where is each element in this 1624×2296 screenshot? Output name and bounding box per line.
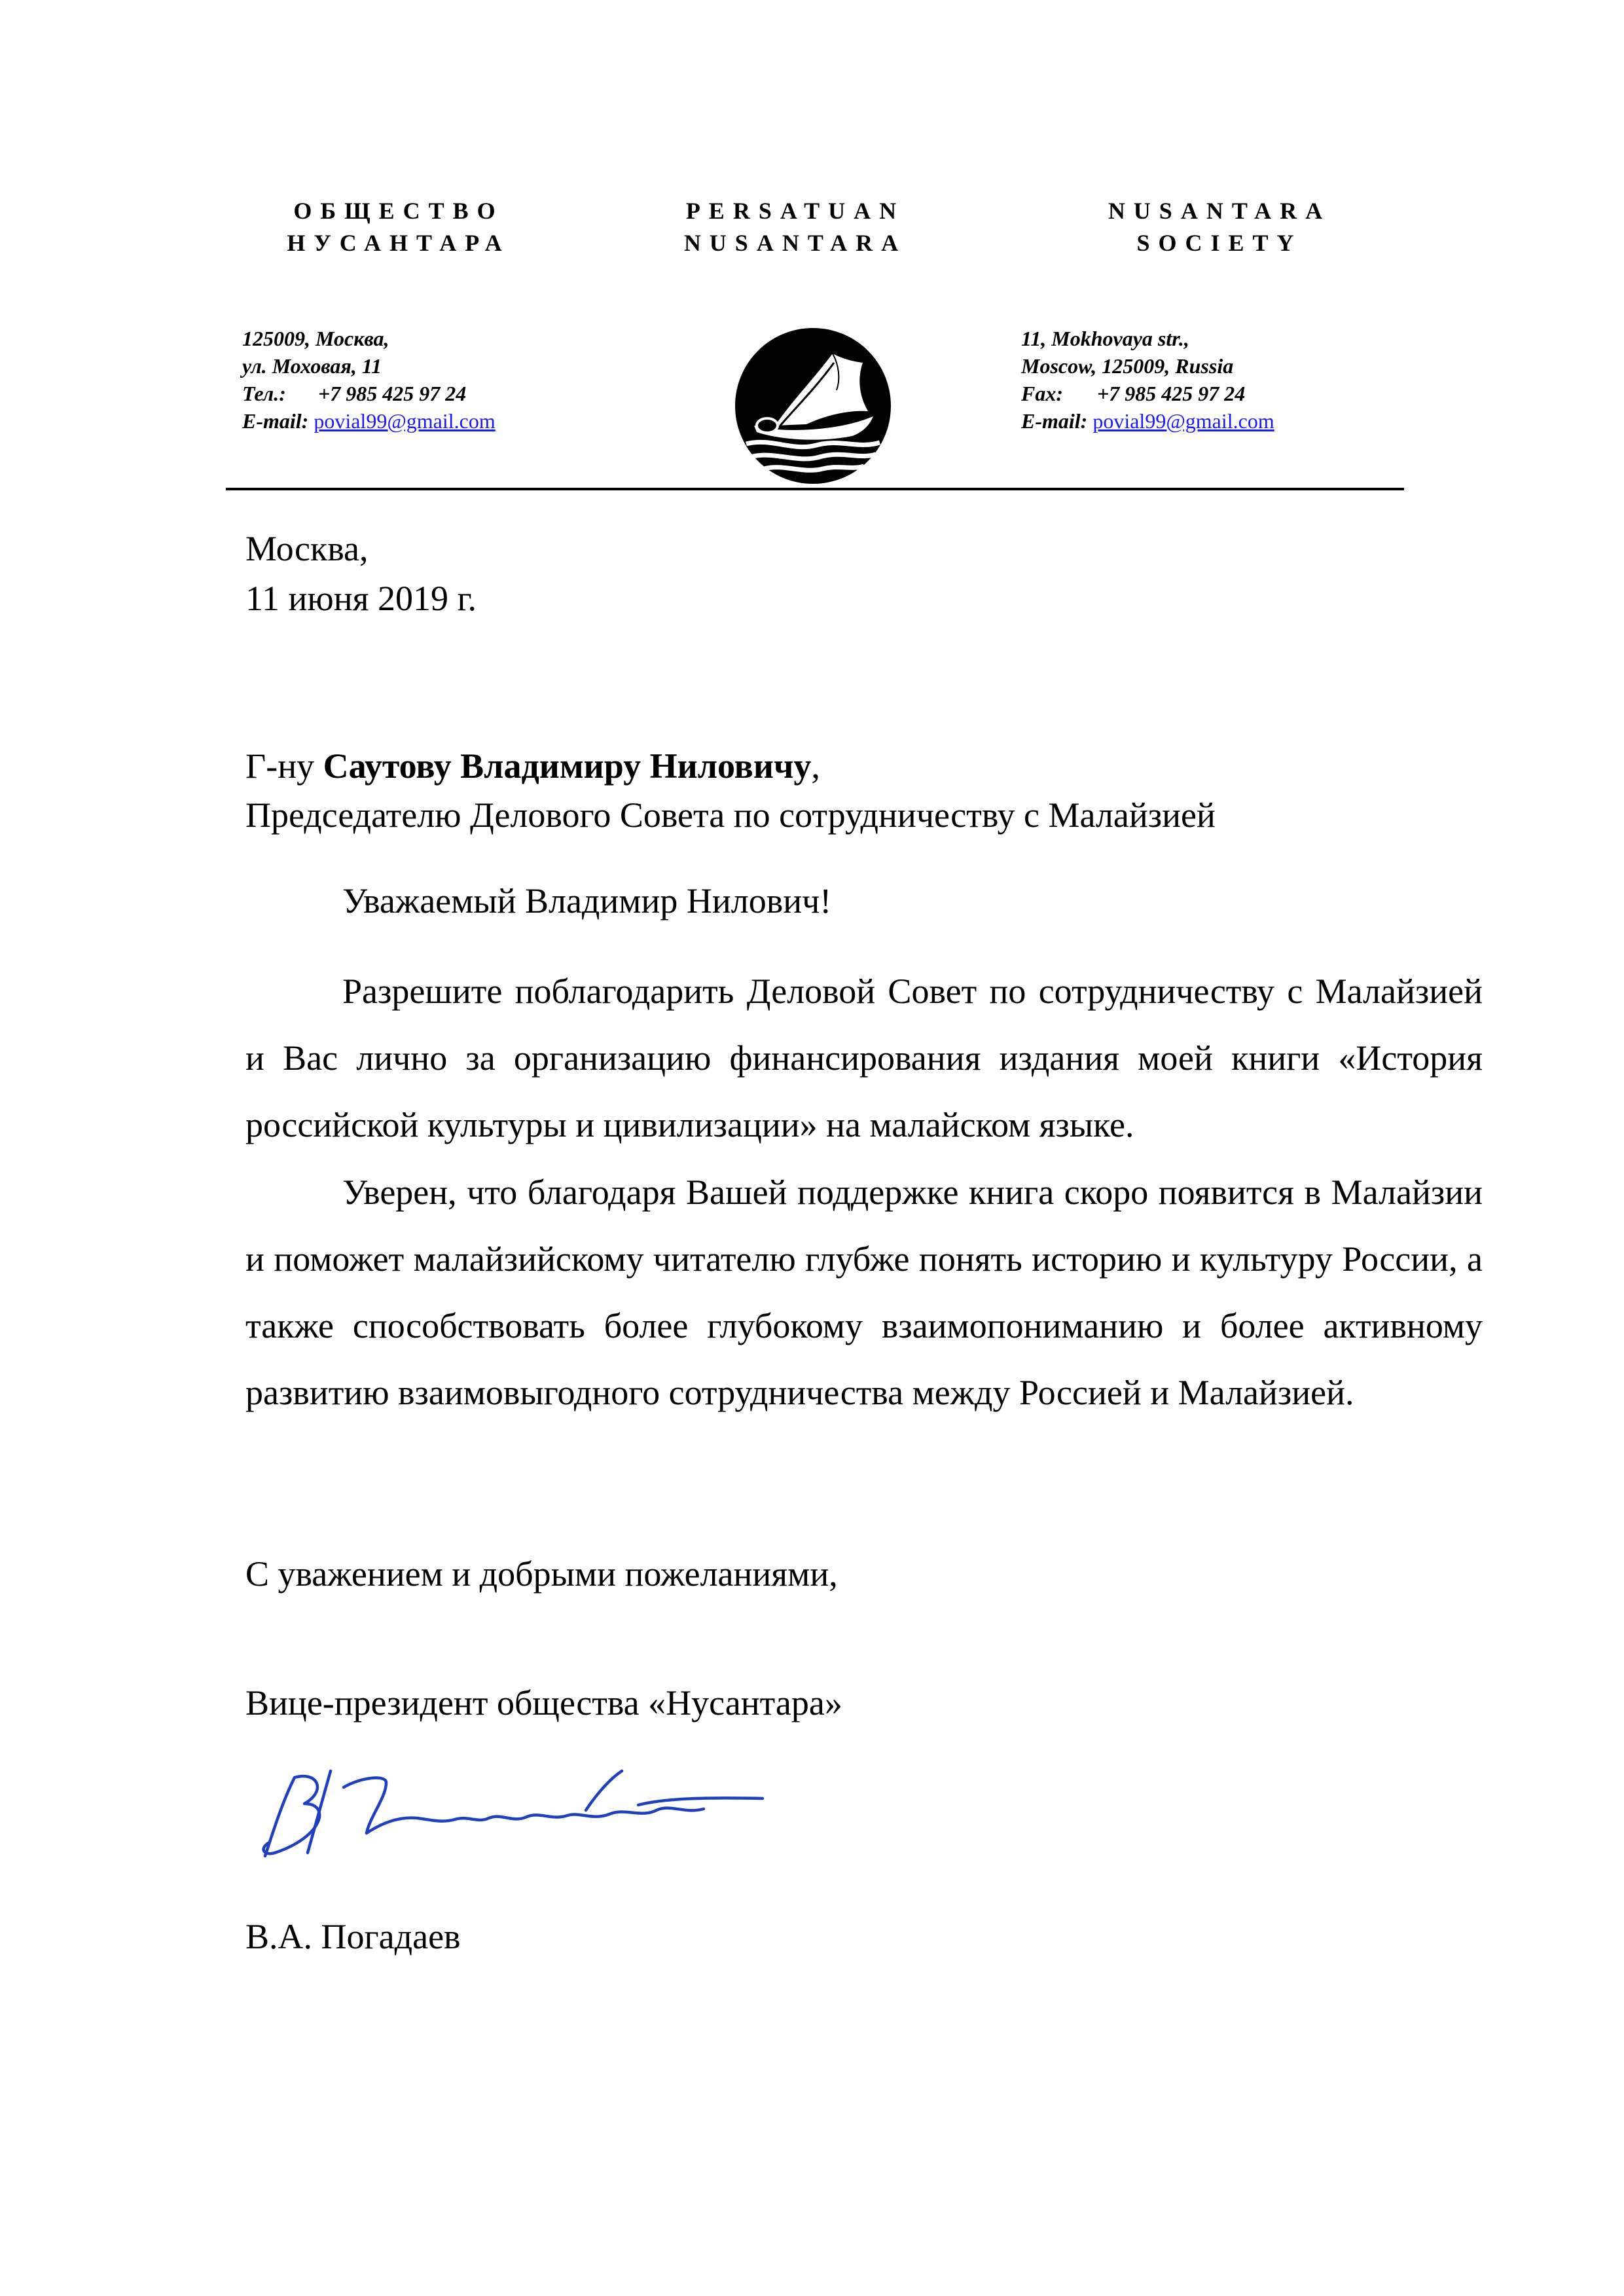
email-label: E-mail:: [242, 409, 309, 433]
address-en-fax: [1021, 380, 1274, 407]
addressee-name: Саутову Владимиру Ниловичу: [323, 746, 812, 786]
org-name-malay: [661, 195, 929, 259]
address-english: [1021, 325, 1274, 435]
handwritten-signature: [245, 1758, 789, 1863]
signer-name: В.А. Погадаев: [245, 1917, 461, 1956]
address-russian: [242, 325, 496, 435]
paragraph-thanks: Разрешите поблагодарить Деловой Совет по сотрудничеству с Малайзией и Вас лично за организацию финансирования издания моей книги «История российской культуры и цивилизации» на малайском языке.: [245, 972, 1483, 1144]
org-name-ru-line2: НУСАНТАРА: [287, 230, 511, 256]
phone-label: Тел.:: [242, 382, 286, 405]
org-name-ms-line1: PERSATUAN: [685, 198, 905, 224]
letter-place: Москва,: [245, 529, 369, 568]
addressee-prefix: Г-ну: [245, 746, 323, 786]
paragraph-hope: Уверен, что благодаря Вашей поддержке книга скоро появится в Малайзии и поможет малайзийскому читателю глубже понять историю и культуру России, а также способствовать более глубокому взаимопониманию и более активному развитию взаимовыгодного сотрудничества между Россией и Малайзией.: [245, 1173, 1483, 1412]
address-ru-phone: [242, 380, 496, 407]
letterhead-divider: [226, 488, 1404, 490]
society-logo-icon: [734, 327, 892, 484]
address-en-line1: 11, Mokhovaya str.,: [1021, 327, 1189, 350]
org-name-english: [1085, 195, 1354, 259]
letter-date: 11 июня 2019 г.: [245, 579, 477, 618]
fax-label: Fax:: [1021, 382, 1063, 405]
signatory-title: Вице-президент общества «Нусантара»: [245, 1683, 842, 1722]
phone-number: +7 985 425 97 24: [318, 382, 467, 405]
email-label: E-mail:: [1021, 409, 1088, 433]
org-name-en-line2: SOCIETY: [1136, 230, 1303, 256]
org-name-ru-line1: ОБЩЕСТВО: [293, 198, 504, 224]
fax-number: +7 985 425 97 24: [1097, 382, 1246, 405]
addressee: [245, 741, 820, 791]
address-ru-line2: ул. Моховая, 11: [242, 354, 382, 378]
email-link[interactable]: povial99@gmail.com: [1092, 409, 1274, 433]
address-en-line2: Moscow, 125009, Russia: [1021, 354, 1234, 378]
salutation: Уважаемый Владимир Нилович!: [342, 881, 832, 920]
org-name-ms-line2: NUSANTARA: [683, 230, 907, 256]
email-link[interactable]: povial99@gmail.com: [314, 409, 496, 433]
closing: С уважением и добрыми пожеланиями,: [245, 1554, 838, 1594]
address-ru-email: [242, 407, 496, 435]
org-name-en-line1: NUSANTARA: [1108, 198, 1331, 224]
address-ru-line1: 125009, Москва,: [242, 327, 389, 350]
org-name-russian: [264, 195, 533, 259]
addressee-position: Председателю Делового Совета по сотрудничеству с Малайзией: [245, 795, 1216, 835]
addressee-suffix: ,: [811, 746, 820, 786]
address-en-email: [1021, 407, 1274, 435]
